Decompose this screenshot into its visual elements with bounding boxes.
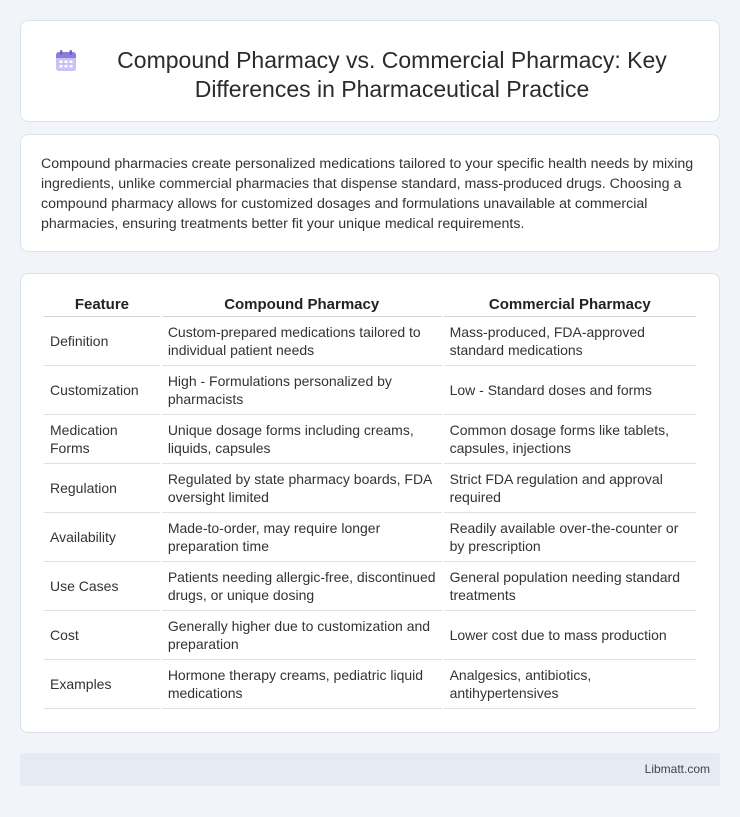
table-row [44, 415, 696, 464]
feature-cell: Customization [44, 366, 160, 415]
compound-cell: Made-to-order, may require longer preparation time [162, 513, 442, 562]
compound-cell: High - Formulations personalized by pharmacists [162, 366, 442, 415]
table-row [44, 513, 696, 562]
commercial-cell: Low - Standard doses and forms [444, 366, 696, 415]
intro-paragraph: Compound pharmacies create personalized medications tailored to your specific health needs by mixing ingredients, unlike commercial pharmacies that dispense standard, mass-produced drugs. Choosing a compound pharmacy allows for customized dosages and formulations unavailable at commercial pharmacies, ensuring treatments better fit your unique medical requirements. [41, 156, 694, 232]
feature-cell: Regulation [44, 464, 160, 513]
commercial-cell: Readily available over-the-counter or by prescription [444, 513, 696, 562]
feature-cell: Cost [44, 611, 160, 660]
compound-cell: Hormone therapy creams, pediatric liquid medications [162, 660, 442, 709]
header-compound-pharmacy: Compound Pharmacy [162, 295, 442, 317]
compound-cell: Unique dosage forms including creams, liquids, capsules [162, 415, 442, 464]
commercial-cell: Lower cost due to mass production [444, 611, 696, 660]
title-card [20, 20, 720, 122]
header-feature: Feature [44, 295, 160, 317]
commercial-cell: Common dosage forms like tablets, capsules, injections [444, 415, 696, 464]
title-row [21, 21, 719, 104]
page-title: Compound Pharmacy vs. Commercial Pharmacy: Key Differences in Pharmaceutical Practice [117, 47, 667, 102]
commercial-cell: General population needing standard treatments [444, 562, 696, 611]
table-row [44, 562, 696, 611]
table-row [44, 366, 696, 415]
table-row [44, 660, 696, 709]
compound-cell: Generally higher due to customization and preparation [162, 611, 442, 660]
commercial-cell: Analgesics, antibiotics, antihypertensives [444, 660, 696, 709]
header-commercial-pharmacy: Commercial Pharmacy [444, 295, 696, 317]
feature-cell: Availability [44, 513, 160, 562]
comparison-table [42, 295, 698, 709]
table-row [44, 317, 696, 366]
feature-cell: Medication Forms [44, 415, 160, 464]
commercial-cell: Mass-produced, FDA-approved standard medications [444, 317, 696, 366]
commercial-cell: Strict FDA regulation and approval required [444, 464, 696, 513]
table-row [44, 611, 696, 660]
feature-cell: Definition [44, 317, 160, 366]
compound-cell: Patients needing allergic-free, discontinued drugs, or unique dosing [162, 562, 442, 611]
intro-card [20, 134, 720, 252]
feature-cell: Use Cases [44, 562, 160, 611]
calendar-icon [53, 48, 79, 74]
feature-cell: Examples [44, 660, 160, 709]
comparison-card [20, 273, 720, 733]
compound-cell: Regulated by state pharmacy boards, FDA oversight limited [162, 464, 442, 513]
footer-site-link[interactable]: Libmatt.com [644, 762, 710, 776]
footer [20, 753, 720, 786]
table-row [44, 464, 696, 513]
table-header-row [44, 295, 696, 317]
compound-cell: Custom-prepared medications tailored to individual patient needs [162, 317, 442, 366]
